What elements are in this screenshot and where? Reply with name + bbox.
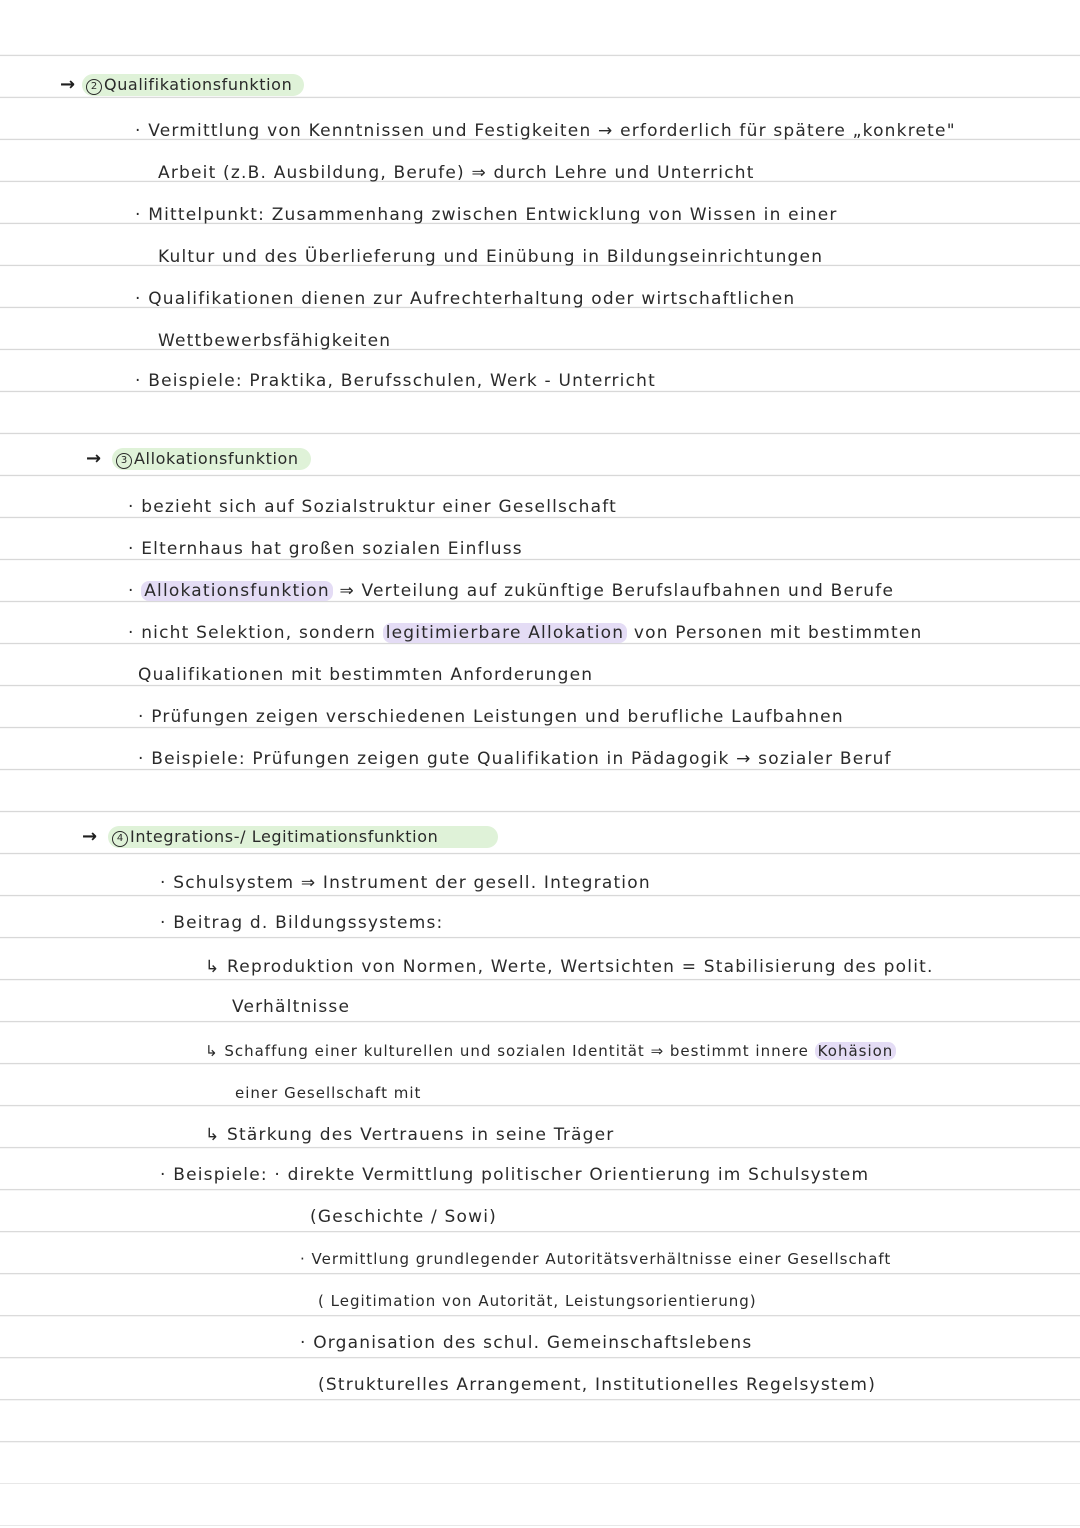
note-line: Qualifikationen mit bestimmten Anforderungen bbox=[138, 665, 594, 685]
note-text: · nicht Selektion, sondern bbox=[128, 623, 377, 643]
note-line: ↳ Stärkung des Vertrauens in seine Träger bbox=[205, 1125, 615, 1145]
note-line: · Vermittlung von Kenntnissen und Festigkeiten → erforderlich für spätere „konkrete" bbox=[135, 121, 956, 141]
note-line: einer Gesellschaft mit bbox=[235, 1084, 422, 1102]
note-line: · Prüfungen zeigen verschiedenen Leistungen und berufliche Laufbahnen bbox=[138, 707, 844, 727]
highlighted-term: Kohäsion bbox=[815, 1042, 897, 1060]
dot: · bbox=[128, 581, 142, 601]
note-line: Arbeit (z.B. Ausbildung, Berufe) ⇒ durch Lehre und Unterricht bbox=[158, 163, 755, 183]
section-title: Allokationsfunktion bbox=[134, 449, 299, 468]
note-line: ↳ Reproduktion von Normen, Werte, Wertsichten = Stabilisierung des polit. bbox=[205, 957, 934, 977]
note-line: · Mittelpunkt: Zusammenhang zwischen Entwicklung von Wissen in einer bbox=[135, 205, 838, 225]
note-line: Kultur und des Überlieferung und Einübung in Bildungseinrichtungen bbox=[158, 247, 824, 267]
note-line: Verhältnisse bbox=[232, 997, 351, 1017]
section-heading-qualifikation bbox=[82, 74, 304, 96]
section-number: 2 bbox=[86, 79, 102, 95]
note-text: von Personen mit bestimmten bbox=[633, 623, 923, 643]
section-heading-integration bbox=[108, 826, 498, 848]
note-line: · Beispiele: Praktika, Berufsschulen, Werk - Unterricht bbox=[135, 371, 656, 391]
highlighted-term: legitimierbare Allokation bbox=[383, 623, 628, 643]
note-text: ↳ Schaffung einer kulturellen und sozialen Identität ⇒ bestimmt innere bbox=[205, 1042, 809, 1060]
note-line bbox=[128, 622, 923, 644]
arrow-icon: → bbox=[60, 74, 76, 95]
note-text: ⇒ Verteilung auf zukünftige Berufslaufbahnen und Berufe bbox=[339, 581, 895, 601]
section-heading-allokation bbox=[112, 448, 311, 470]
section-number: 4 bbox=[112, 831, 128, 847]
section-title: Integrations-/ Legitimationsfunktion bbox=[130, 827, 439, 846]
note-line: · Organisation des schul. Gemeinschaftslebens bbox=[300, 1333, 753, 1353]
note-line: · Vermittlung grundlegender Autoritätsverhältnisse einer Gesellschaft bbox=[300, 1250, 892, 1268]
note-line bbox=[128, 580, 894, 602]
note-line: Wettbewerbsfähigkeiten bbox=[158, 331, 392, 351]
note-line: (Strukturelles Arrangement, Institutionelles Regelsystem) bbox=[318, 1375, 877, 1395]
note-line: · Elternhaus hat großen sozialen Einfluss bbox=[128, 539, 523, 559]
note-line bbox=[205, 1040, 896, 1062]
arrow-icon: → bbox=[82, 826, 98, 847]
note-line: ( Legitimation von Autorität, Leistungsorientierung) bbox=[318, 1292, 757, 1310]
section-title: Qualifikationsfunktion bbox=[104, 75, 293, 94]
note-line: · Beispiele: Prüfungen zeigen gute Qualifikation in Pädagogik → sozialer Beruf bbox=[138, 749, 892, 769]
arrow-icon: → bbox=[86, 448, 102, 469]
note-line: · Qualifikationen dienen zur Aufrechterhaltung oder wirtschaftlichen bbox=[135, 289, 796, 309]
note-line: · bezieht sich auf Sozialstruktur einer Gesellschaft bbox=[128, 497, 617, 517]
section-number: 3 bbox=[116, 453, 132, 469]
note-line: (Geschichte / Sowi) bbox=[310, 1207, 497, 1227]
note-line: · Beispiele: · direkte Vermittlung politischer Orientierung im Schulsystem bbox=[160, 1165, 870, 1185]
note-line: · Schulsystem ⇒ Instrument der gesell. Integration bbox=[160, 873, 651, 893]
note-line: · Beitrag d. Bildungssystems: bbox=[160, 913, 444, 933]
highlighted-term: Allokationsfunktion bbox=[141, 581, 333, 601]
